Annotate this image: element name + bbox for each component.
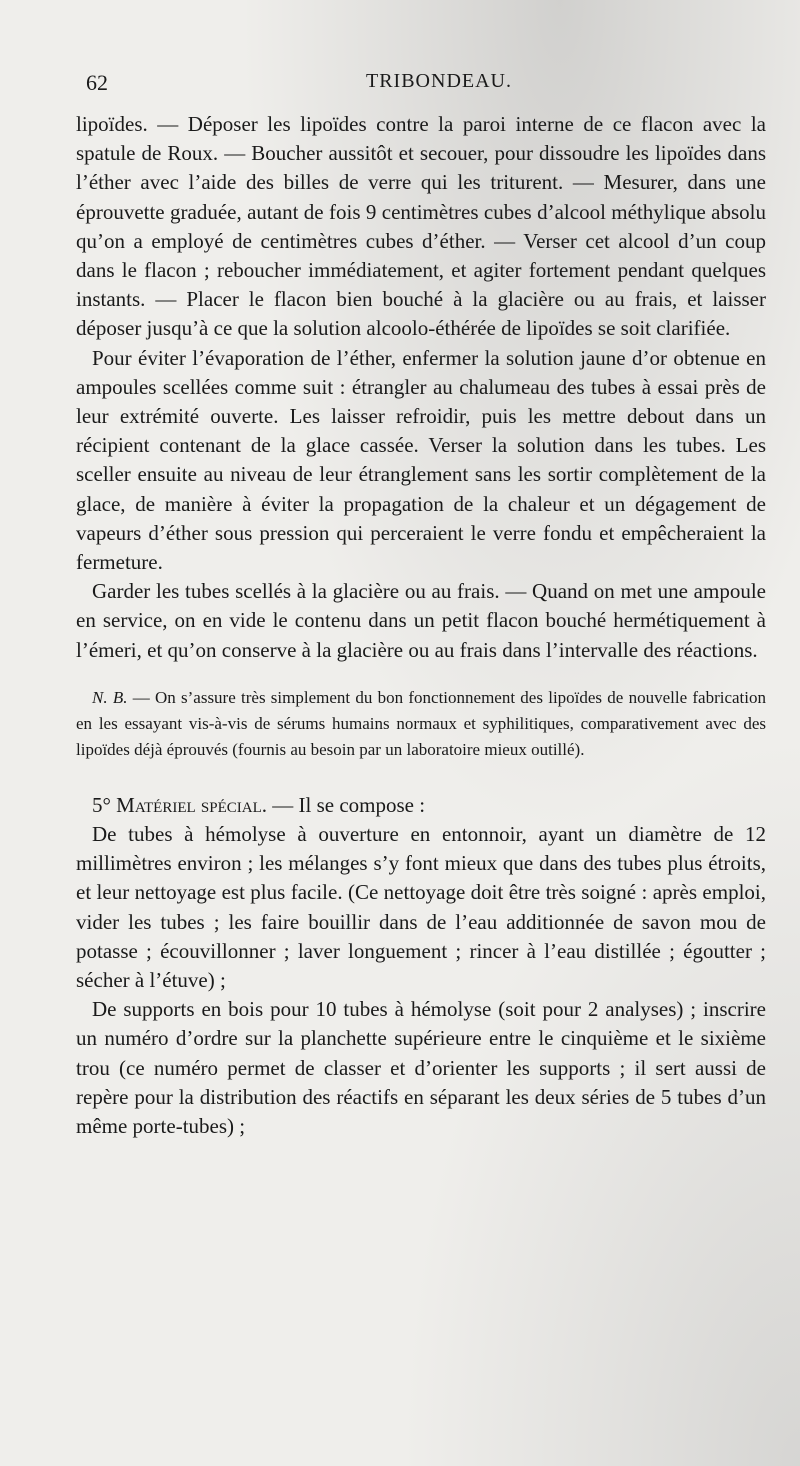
running-head: TRIBONDEAU. [366, 70, 512, 92]
section-number: 5° [92, 792, 111, 817]
section-intro: — Il se compose : [267, 792, 426, 817]
section-title: Matériel spécial. [116, 792, 267, 817]
section-heading [76, 791, 766, 820]
nota-bene-text: — On s’assure très simplement du bon fonctionnement des lipoïdes de nouvelle fabrication en les essayant vis-à-vis de sérums humains normaux et syphilitiques, comparativement avec des lipoïdes déjà éprouvés (fournis au besoin par un laboratoire mieux outillé). [76, 687, 767, 759]
page-header [86, 70, 766, 100]
nota-bene-label: N. B. [92, 687, 128, 707]
paragraph-storage: Garder les tubes scellés à la glacière ou au frais. — Quand on met une ampoule en service, on en vide le contenu dans un petit flacon bouché hermétiquement à l’émeri, et qu’on conserve à la glacière ou au frais dans l’intervalle des réactions. [76, 579, 766, 662]
paragraph-tubes: De tubes à hémolyse à ouverture en entonnoir, ayant un diamètre de 12 millimètres environ ; les mélanges s’y font mieux que dans des tubes plus étroits, et leur nettoyage est plus facile. (Ce nettoyage doit être très soigné : après emploi, vider les tubes ; les faire bouillir dans de l’eau additionnée de savon mou de potasse ; écouvillonner ; laver longuement ; rincer à l’eau distillée ; égoutter ; sécher à l’étuve) ; [76, 822, 766, 993]
paragraph-ampoules: Pour éviter l’évaporation de l’éther, enfermer la solution jaune d’or obtenue en ampoules scellées comme suit : étrangler au chalumeau des tubes à essai près de leur extrémité ouverte. Les laisser refroidir, puis les mettre debout dans un récipient contenant de la glace cassée. Verser la solution dans les tubes. Les sceller ensuite au niveau de leur étranglement sans les sortir complètement de la glace, de manière à éviter la propagation de la chaleur et un dégagement de vapeurs d’éther sous pression qui perceraient le verre fondu et empêcheraient la fermeture. [76, 345, 766, 575]
paragraph-supports: De supports en bois pour 10 tubes à hémolyse (soit pour 2 analyses) ; inscrire un numéro d’ordre sur la planchette supérieure entre le cinquième et le sixième trou (ce numéro permet de classer et d’orienter les supports ; il sert aussi de repère pour la distribution des réactifs en séparant les deux séries de 5 tubes d’un même porte-tubes) ; [76, 997, 766, 1139]
nota-bene [76, 685, 766, 763]
paragraph-lipoid-preparation: lipoïdes. — Déposer les lipoïdes contre la paroi interne de ce flacon avec la spatule de Roux. — Boucher aussitôt et secouer, pour dissoudre les lipoïdes dans l’éther avec l’aide des billes de verre qui les triturent. — Mesurer, dans une éprouvette graduée, autant de fois 9 centimètres cubes d’alcool méthylique absolu qu’on a employé de centimètres cubes d’éther. — Verser cet alcool d’un coup dans le flacon ; reboucher immédiatement, et agiter fortement pendant quelques instants. — Placer le flacon bien bouché à la glacière ou au frais, et laisser déposer jusqu’à ce que la solution alcoolo-éthérée de lipoïdes se soit clarifiée. [76, 112, 766, 341]
body-text [76, 110, 766, 1141]
page-number: 62 [86, 70, 108, 95]
